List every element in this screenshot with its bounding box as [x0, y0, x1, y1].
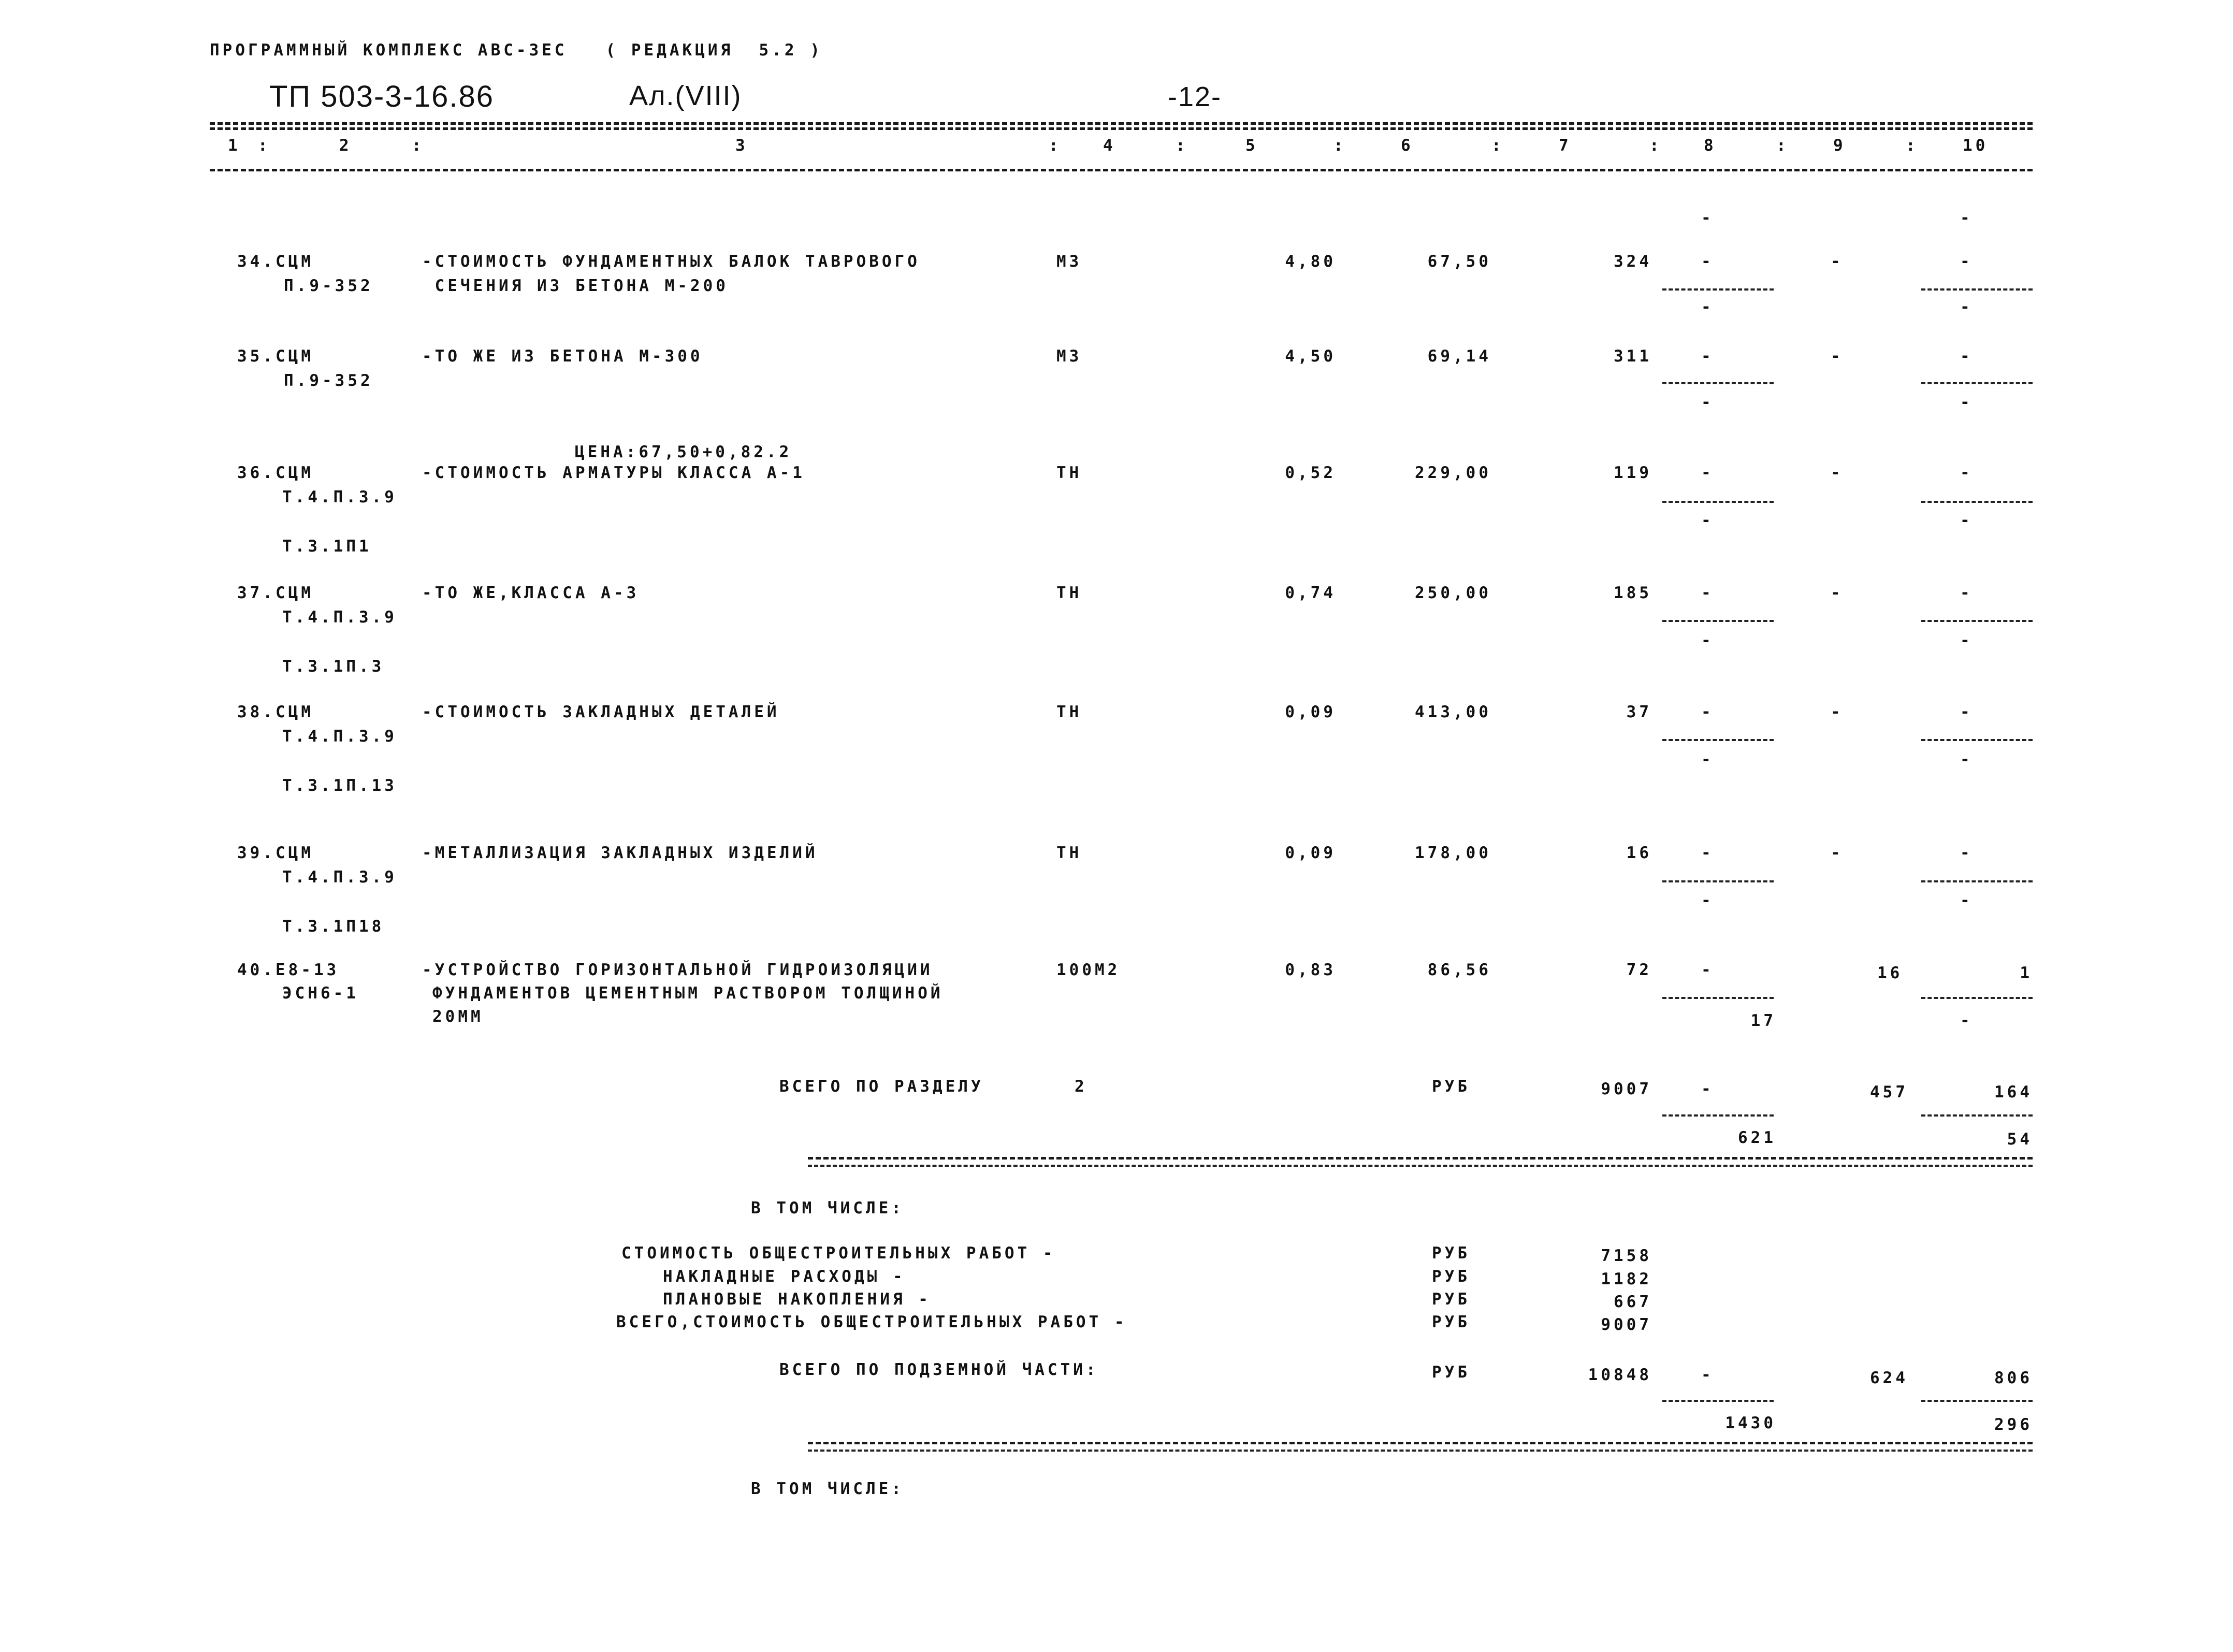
row-col8-bottom: - [1701, 631, 1714, 650]
section-number: 2 [1075, 1077, 1088, 1096]
row-col10-top: - [1960, 463, 1973, 482]
row-col9: - [1831, 703, 1844, 721]
row-col8-top: - [1701, 961, 1714, 979]
breakdown-value: 667 [1614, 1293, 1652, 1311]
row-description-line: -СТОИМОСТЬ ФУНДАМЕНТНЫХ БАЛОК ТАВРОВОГО [422, 252, 920, 271]
section-total-col9: 457 [1870, 1083, 1908, 1102]
row-col8-top: - [1701, 463, 1714, 482]
header-rule-bottom [210, 169, 2033, 171]
row-quantity: 0,09 [1285, 703, 1336, 721]
underground-total-unit: РУБ [1432, 1363, 1470, 1382]
row-col10-top: - [1960, 844, 1973, 862]
col-header-10: 10 [1963, 136, 1989, 155]
section-total-col8-bottom: 621 [1738, 1128, 1776, 1147]
row-unit-price: 229,00 [1415, 463, 1491, 482]
row-col8-top: - [1701, 703, 1714, 721]
row-unit: ТН [1056, 844, 1082, 862]
row-reference: Т.4.П.3.9 [282, 868, 397, 887]
row-col10-bottom: - [1960, 1011, 1973, 1030]
row-col8-top: - [1701, 844, 1714, 862]
col-header-3: 3 [735, 136, 748, 155]
breakdown-value: 7158 [1601, 1247, 1652, 1265]
col-sep: : [1906, 136, 1919, 155]
row-col10-top: - [1960, 252, 1973, 271]
row-total: 16 [1626, 844, 1652, 862]
row-code: 35.СЦМ [237, 347, 314, 366]
row-code: 38.СЦМ [237, 703, 314, 721]
fraction-line [1662, 997, 1774, 999]
col-sep: : [1776, 136, 1789, 155]
fraction-line [1662, 620, 1774, 622]
col-header-7: 7 [1559, 136, 1572, 155]
row-reference: Т.4.П.3.9 [282, 608, 397, 627]
row-quantity: 0,83 [1285, 961, 1336, 979]
row-reference-2: Т.3.1П.3 [282, 657, 385, 676]
row-total: 324 [1614, 252, 1652, 271]
row-description-line: -ТО ЖЕ ИЗ БЕТОНА М-300 [422, 347, 703, 366]
underground-total-col10-bottom: 296 [1994, 1415, 2033, 1434]
fraction-line [1921, 1400, 2033, 1402]
breakdown-label: ВСЕГО,СТОИМОСТЬ ОБЩЕСТРОИТЕЛЬНЫХ РАБОТ - [616, 1313, 1127, 1331]
breakdown-unit: РУБ [1432, 1267, 1470, 1286]
row-code: 40.Е8-13 [237, 961, 340, 979]
col-header-6: 6 [1401, 136, 1414, 155]
row-description-line: ФУНДАМЕНТОВ ЦЕМЕНТНЫМ РАСТВОРОМ ТОЛЩИНОЙ [432, 984, 944, 1003]
row-total: 119 [1614, 463, 1652, 482]
row-total: 37 [1626, 703, 1652, 721]
row-col10-top: - [1960, 703, 1973, 721]
section-total-label: ВСЕГО ПО РАЗДЕЛУ [779, 1077, 984, 1096]
row-reference: Т.4.П.3.9 [282, 488, 397, 506]
row-col8-bottom: - [1701, 298, 1714, 316]
breakdown-label: ПЛАНОВЫЕ НАКОПЛЕНИЯ - [663, 1290, 931, 1309]
row-description-line: -УСТРОЙСТВО ГОРИЗОНТАЛЬНОЙ ГИДРОИЗОЛЯЦИИ [422, 961, 933, 979]
underground-total-col10-top: 806 [1994, 1369, 2033, 1387]
fraction-line [1662, 1400, 1774, 1402]
row-reference: ЭСН6-1 [282, 984, 359, 1003]
fraction-line [1921, 620, 2033, 622]
fraction-line [1921, 1114, 2033, 1117]
row-price-note: ЦЕНА:67,50+0,82.2 [575, 443, 792, 461]
row-col8-top: - [1701, 252, 1714, 271]
row-unit-price: 67,50 [1427, 252, 1491, 271]
carry-mark-8: - [1701, 209, 1714, 227]
row-col9: 16 [1877, 964, 1903, 982]
col-header-8: 8 [1704, 136, 1717, 155]
underground-rule-2 [808, 1450, 2033, 1452]
row-col10-bottom: - [1960, 393, 1973, 412]
col-sep: : [1491, 136, 1504, 155]
row-col10-bottom: - [1960, 298, 1973, 316]
section-total-col8-top: - [1701, 1080, 1714, 1098]
col-header-2: 2 [339, 136, 352, 155]
row-reference: П.9-352 [284, 371, 373, 390]
section-rule-1 [808, 1157, 2033, 1160]
underground-total-label: ВСЕГО ПО ПОДЗЕМНОЙ ЧАСТИ: [779, 1360, 1099, 1379]
carry-mark-10: - [1960, 209, 1973, 227]
row-description-line: -СТОИМОСТЬ АРМАТУРЫ КЛАССА А-1 [422, 463, 805, 482]
row-col10-top: - [1960, 347, 1973, 366]
row-unit-price: 413,00 [1415, 703, 1491, 721]
breakdown-value: 1182 [1601, 1270, 1652, 1288]
fraction-line [1921, 501, 2033, 503]
fraction-line [1921, 880, 2033, 882]
row-reference: Т.4.П.3.9 [282, 727, 397, 746]
row-unit-price: 86,56 [1427, 961, 1491, 979]
row-unit: ТН [1056, 463, 1082, 482]
row-col8-bottom: - [1701, 750, 1714, 769]
row-col10-bottom: - [1960, 891, 1973, 910]
row-total: 311 [1614, 347, 1652, 366]
row-description-line: -СТОИМОСТЬ ЗАКЛАДНЫХ ДЕТАЛЕЙ [422, 703, 780, 721]
breakdown-label: СТОИМОСТЬ ОБЩЕСТРОИТЕЛЬНЫХ РАБОТ - [621, 1244, 1056, 1263]
breakdown-unit: РУБ [1432, 1313, 1470, 1331]
row-unit: 100М2 [1056, 961, 1121, 979]
fraction-line [1921, 997, 2033, 999]
row-col8-top: - [1701, 584, 1714, 602]
row-quantity: 4,80 [1285, 252, 1336, 271]
row-reference-2: Т.3.1П1 [282, 537, 372, 556]
section-total-col10-bottom: 54 [2007, 1130, 2033, 1149]
row-description-line: 20ММ [432, 1007, 484, 1026]
row-reference-2: Т.3.1П.13 [282, 776, 397, 795]
underground-total-col9: 624 [1870, 1369, 1908, 1387]
col-header-9: 9 [1833, 136, 1846, 155]
row-col8-bottom: - [1701, 511, 1714, 530]
col-header-5: 5 [1245, 136, 1258, 155]
row-unit-price: 178,00 [1415, 844, 1491, 862]
section-total-value: 9007 [1601, 1080, 1652, 1098]
including-heading-2: В ТОМ ЧИСЛЕ: [751, 1480, 904, 1498]
row-unit: ТН [1056, 584, 1082, 602]
row-code: 37.СЦМ [237, 584, 314, 602]
fraction-line [1662, 739, 1774, 741]
fraction-line [1662, 288, 1774, 291]
row-quantity: 0,74 [1285, 584, 1336, 602]
row-code: 36.СЦМ [237, 463, 314, 482]
row-description-line: СЕЧЕНИЯ ИЗ БЕТОНА М-200 [422, 277, 729, 295]
row-quantity: 4,50 [1285, 347, 1336, 366]
row-col10-bottom: - [1960, 511, 1973, 530]
row-description-line: -МЕТАЛЛИЗАЦИЯ ЗАКЛАДНЫХ ИЗДЕЛИЙ [422, 844, 818, 862]
fraction-line [1921, 739, 2033, 741]
header-rule-top [210, 122, 2033, 125]
row-col9: - [1831, 844, 1844, 862]
fraction-line [1662, 501, 1774, 503]
row-code: 34.СЦМ [237, 252, 314, 271]
section-total-unit: РУБ [1432, 1077, 1470, 1096]
row-quantity: 0,52 [1285, 463, 1336, 482]
fraction-line [1662, 1114, 1774, 1117]
row-col9: - [1831, 347, 1844, 366]
row-unit: М3 [1056, 252, 1082, 271]
project-code: ТП 503-3-16.86 [269, 80, 495, 113]
col-sep: : [412, 136, 425, 155]
section-rule-2 [808, 1165, 2033, 1167]
row-total: 185 [1614, 584, 1652, 602]
breakdown-unit: РУБ [1432, 1290, 1470, 1309]
row-col10-top: - [1960, 584, 1973, 602]
col-sep: : [1049, 136, 1062, 155]
fraction-line [1921, 382, 2033, 384]
underground-rule-1 [808, 1442, 2033, 1444]
row-col10-bottom: - [1960, 631, 1973, 650]
row-unit-price: 69,14 [1427, 347, 1491, 366]
breakdown-label: НАКЛАДНЫЕ РАСХОДЫ - [663, 1267, 906, 1286]
breakdown-value: 9007 [1601, 1315, 1652, 1334]
row-unit-price: 250,00 [1415, 584, 1491, 602]
row-unit: ТН [1056, 703, 1082, 721]
col-header-4: 4 [1103, 136, 1116, 155]
row-col8-top: - [1701, 347, 1714, 366]
row-col9: - [1831, 584, 1844, 602]
row-total: 72 [1626, 961, 1652, 979]
header-rule-top-2 [210, 127, 2033, 130]
program-header: ПРОГРАММНЫЙ КОМПЛЕКС АВС-3ЕС ( РЕДАКЦИЯ 5.2 ) [210, 41, 823, 60]
row-code: 39.СЦМ [237, 844, 314, 862]
underground-total-col8-bottom: 1430 [1725, 1414, 1776, 1432]
col-sep: : [1333, 136, 1346, 155]
col-sep: : [1649, 136, 1662, 155]
including-heading: В ТОМ ЧИСЛЕ: [751, 1199, 904, 1218]
page-number: -12- [1168, 81, 1222, 112]
fraction-line [1921, 288, 2033, 291]
album-number: Ал.(VIII) [629, 80, 742, 111]
underground-total-value: 10848 [1588, 1366, 1652, 1384]
row-unit: М3 [1056, 347, 1082, 366]
row-quantity: 0,09 [1285, 844, 1336, 862]
row-col9: - [1831, 463, 1844, 482]
row-col8-bottom: - [1701, 891, 1714, 910]
breakdown-unit: РУБ [1432, 1244, 1470, 1263]
row-reference-2: Т.3.1П18 [282, 917, 385, 936]
row-col10-bottom: - [1960, 750, 1973, 769]
section-total-col10-top: 164 [1994, 1083, 2033, 1102]
col-sep: : [258, 136, 271, 155]
fraction-line [1662, 382, 1774, 384]
underground-total-col8-top: - [1701, 1366, 1714, 1384]
row-col8-bottom: 17 [1750, 1011, 1776, 1030]
fraction-line [1662, 880, 1774, 882]
row-col8-bottom: - [1701, 393, 1714, 412]
row-col9: - [1831, 252, 1844, 271]
col-header-1: 1 [228, 136, 241, 155]
col-sep: : [1176, 136, 1188, 155]
row-reference: П.9-352 [284, 277, 373, 295]
row-col10-top: 1 [2020, 964, 2033, 982]
row-description-line: -ТО ЖЕ,КЛАССА А-3 [422, 584, 640, 602]
